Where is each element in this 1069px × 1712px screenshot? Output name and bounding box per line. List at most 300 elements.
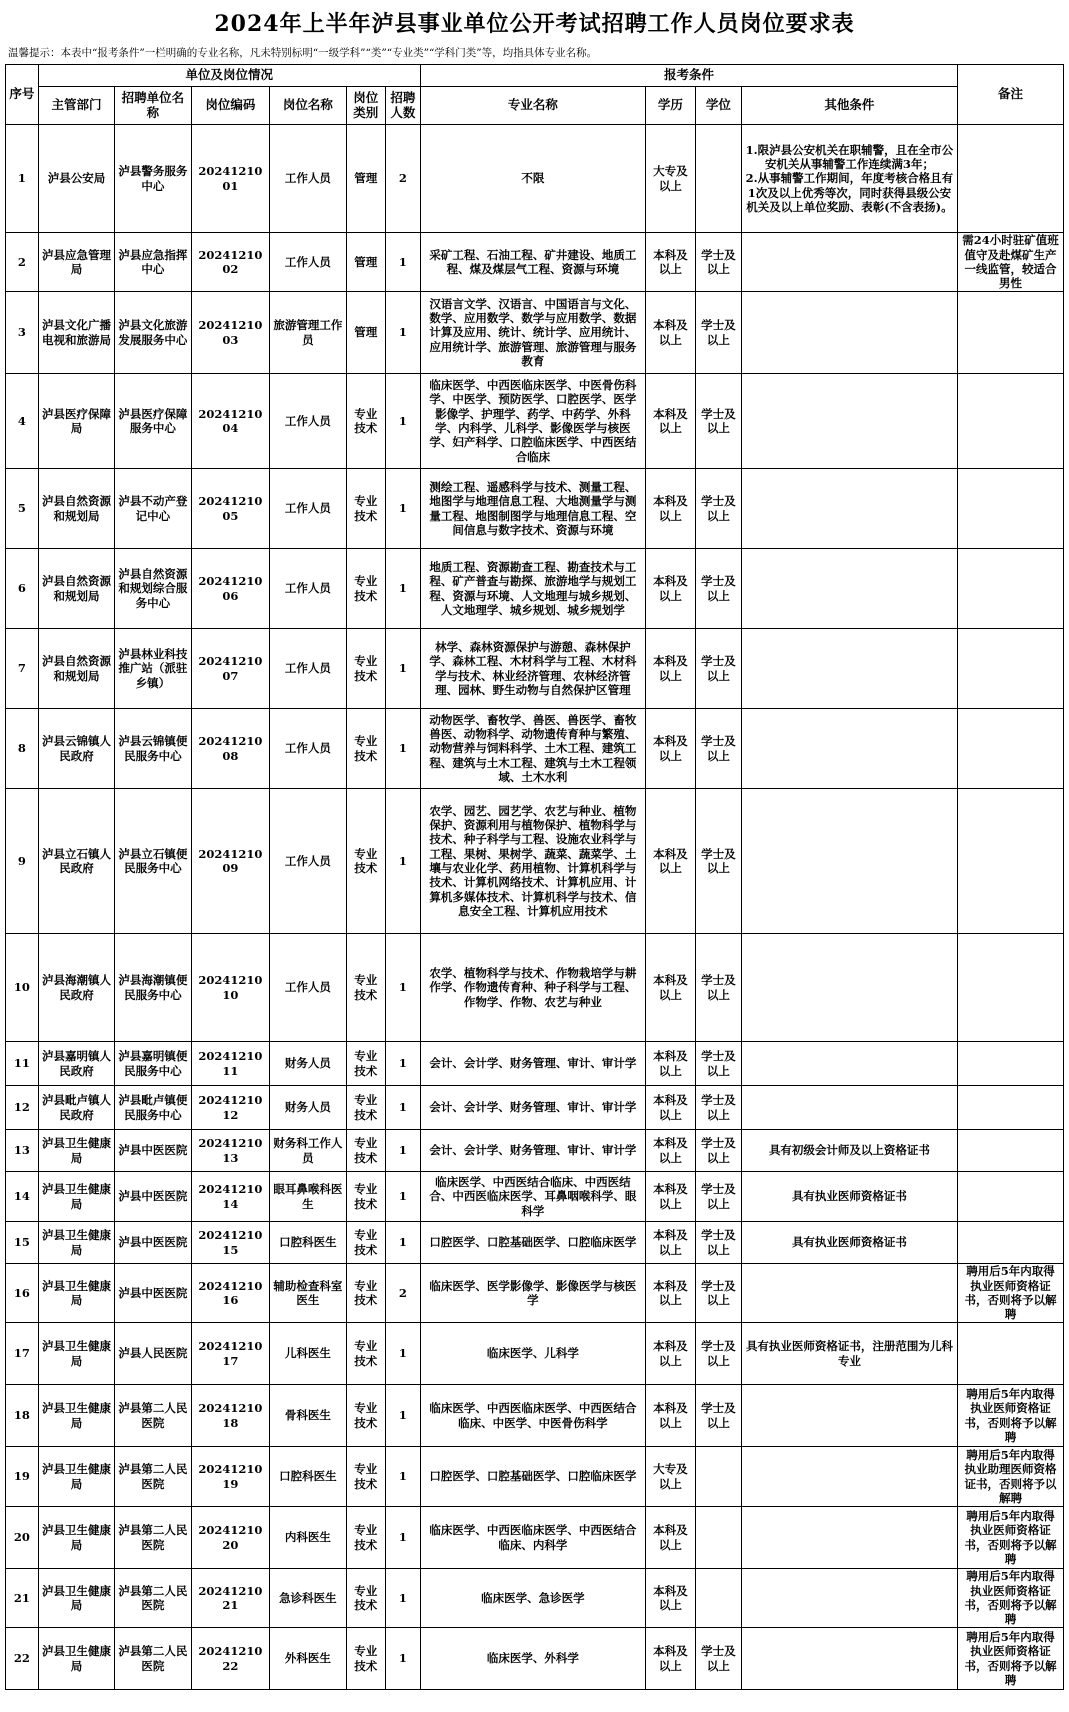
cell-post: 儿科医生 bbox=[270, 1323, 346, 1385]
cell-unit: 泸县文化旅游发展服务中心 bbox=[115, 292, 191, 374]
cell-degree: 学士及以上 bbox=[696, 469, 742, 549]
cell-degree: 学士及以上 bbox=[696, 292, 742, 374]
cell-dept: 泸县公安局 bbox=[38, 125, 114, 233]
cell-seq: 5 bbox=[6, 469, 39, 549]
table-row bbox=[6, 125, 1064, 233]
cell-unit: 泸县警务服务中心 bbox=[115, 125, 191, 233]
cell-degree: 学士及以上 bbox=[696, 1222, 742, 1264]
cell-code: 2024121017 bbox=[191, 1323, 270, 1385]
header-dept: 主管部门 bbox=[38, 87, 114, 125]
table-row bbox=[6, 1130, 1064, 1172]
cell-post: 财务科工作人员 bbox=[270, 1130, 346, 1172]
cell-major: 临床医学、中西医结合临床、中西医结合、中西医临床医学、耳鼻咽喉科学、眼科学 bbox=[420, 1172, 645, 1222]
cell-seq: 22 bbox=[6, 1628, 39, 1690]
cell-code: 2024121012 bbox=[191, 1086, 270, 1130]
cell-type: 专业技术 bbox=[346, 1507, 385, 1569]
cell-count: 1 bbox=[385, 1628, 420, 1690]
cell-dept: 泸县自然资源和规划局 bbox=[38, 549, 114, 629]
cell-dept: 泸县毗卢镇人民政府 bbox=[38, 1086, 114, 1130]
cell-seq: 17 bbox=[6, 1323, 39, 1385]
cell-count: 1 bbox=[385, 1385, 420, 1447]
cell-unit: 泸县中医医院 bbox=[115, 1172, 191, 1222]
cell-degree: 学士及以上 bbox=[696, 709, 742, 789]
cell-dept: 泸县云锦镇人民政府 bbox=[38, 709, 114, 789]
cell-seq: 20 bbox=[6, 1507, 39, 1569]
cell-other bbox=[741, 1447, 957, 1507]
cell-type: 管理 bbox=[346, 292, 385, 374]
cell-code: 2024121021 bbox=[191, 1569, 270, 1628]
cell-other: 具有执业医师资格证书 bbox=[741, 1172, 957, 1222]
cell-code: 2024121014 bbox=[191, 1172, 270, 1222]
cell-code: 2024121001 bbox=[191, 125, 270, 233]
cell-edu: 本科及以上 bbox=[645, 1569, 695, 1628]
cell-remark bbox=[958, 1086, 1064, 1130]
cell-type: 专业技术 bbox=[346, 1222, 385, 1264]
cell-major: 会计、会计学、财务管理、审计、审计学 bbox=[420, 1042, 645, 1086]
cell-major: 动物医学、畜牧学、兽医、兽医学、畜牧兽医、动物科学、动物遗传育种与繁殖、动物营养与饲料科学、土木工程、建筑工程、建筑与土木工程、建筑与土木工程领域、土木水利 bbox=[420, 709, 645, 789]
table-row bbox=[6, 549, 1064, 629]
cell-edu: 本科及以上 bbox=[645, 292, 695, 374]
cell-type: 专业技术 bbox=[346, 1042, 385, 1086]
cell-post: 财务人员 bbox=[270, 1042, 346, 1086]
cell-code: 2024121019 bbox=[191, 1447, 270, 1507]
cell-unit: 泸县第二人民医院 bbox=[115, 1569, 191, 1628]
table-header bbox=[6, 65, 1064, 125]
cell-unit: 泸县第二人民医院 bbox=[115, 1628, 191, 1690]
cell-code: 2024121010 bbox=[191, 934, 270, 1042]
table-row bbox=[6, 1385, 1064, 1447]
cell-post: 急诊科医生 bbox=[270, 1569, 346, 1628]
cell-seq: 2 bbox=[6, 233, 39, 292]
header-remark: 备注 bbox=[958, 65, 1064, 125]
cell-other bbox=[741, 469, 957, 549]
cell-seq: 21 bbox=[6, 1569, 39, 1628]
cell-unit: 泸县海潮镇便民服务中心 bbox=[115, 934, 191, 1042]
cell-count: 1 bbox=[385, 1172, 420, 1222]
cell-dept: 泸县嘉明镇人民政府 bbox=[38, 1042, 114, 1086]
cell-post: 旅游管理工作员 bbox=[270, 292, 346, 374]
cell-unit: 泸县毗卢镇便民服务中心 bbox=[115, 1086, 191, 1130]
cell-post: 骨科医生 bbox=[270, 1385, 346, 1447]
cell-unit: 泸县立石镇便民服务中心 bbox=[115, 789, 191, 934]
cell-type: 专业技术 bbox=[346, 1628, 385, 1690]
header-other: 其他条件 bbox=[741, 87, 957, 125]
cell-major: 临床医学、儿科学 bbox=[420, 1323, 645, 1385]
cell-seq: 1 bbox=[6, 125, 39, 233]
header-count: 招聘人数 bbox=[385, 87, 420, 125]
cell-degree: 学士及以上 bbox=[696, 1042, 742, 1086]
cell-code: 2024121022 bbox=[191, 1628, 270, 1690]
cell-other bbox=[741, 292, 957, 374]
cell-unit: 泸县中医医院 bbox=[115, 1130, 191, 1172]
table-row bbox=[6, 469, 1064, 549]
cell-type: 专业技术 bbox=[346, 1385, 385, 1447]
cell-remark bbox=[958, 709, 1064, 789]
cell-major: 农学、植物科学与技术、作物栽培学与耕作学、作物遗传育种、种子科学与工程、作物学、作物、农艺与种业 bbox=[420, 934, 645, 1042]
cell-post: 工作人员 bbox=[270, 709, 346, 789]
cell-degree: 学士及以上 bbox=[696, 629, 742, 709]
cell-edu: 本科及以上 bbox=[645, 1042, 695, 1086]
table-row bbox=[6, 1447, 1064, 1507]
cell-other bbox=[741, 1569, 957, 1628]
cell-count: 1 bbox=[385, 1507, 420, 1569]
cell-degree bbox=[696, 1569, 742, 1628]
cell-edu: 本科及以上 bbox=[645, 789, 695, 934]
cell-major: 林学、森林资源保护与游憩、森林保护学、森林工程、木材科学与工程、木材科学与技术、林业经济管理、农林经济管理、园林、野生动物与自然保护区管理 bbox=[420, 629, 645, 709]
cell-dept: 泸县应急管理局 bbox=[38, 233, 114, 292]
cell-count: 1 bbox=[385, 1130, 420, 1172]
cell-degree bbox=[696, 1447, 742, 1507]
cell-edu: 本科及以上 bbox=[645, 233, 695, 292]
cell-code: 2024121020 bbox=[191, 1507, 270, 1569]
cell-remark bbox=[958, 789, 1064, 934]
cell-count: 1 bbox=[385, 709, 420, 789]
cell-post: 工作人员 bbox=[270, 549, 346, 629]
cell-degree: 学士及以上 bbox=[696, 549, 742, 629]
cell-remark: 聘用后5年内取得执业助理医师资格证书，否则将予以解聘 bbox=[958, 1447, 1064, 1507]
cell-dept: 泸县卫生健康局 bbox=[38, 1323, 114, 1385]
cell-edu: 本科及以上 bbox=[645, 1628, 695, 1690]
cell-dept: 泸县文化广播电视和旅游局 bbox=[38, 292, 114, 374]
cell-edu: 本科及以上 bbox=[645, 1323, 695, 1385]
cell-unit: 泸县林业科技推广站（派驻乡镇） bbox=[115, 629, 191, 709]
table-row bbox=[6, 1569, 1064, 1628]
cell-post: 工作人员 bbox=[270, 629, 346, 709]
cell-code: 2024121011 bbox=[191, 1042, 270, 1086]
job-requirements-table bbox=[5, 64, 1064, 1690]
cell-count: 1 bbox=[385, 789, 420, 934]
cell-type: 专业技术 bbox=[346, 1172, 385, 1222]
cell-type: 专业技术 bbox=[346, 1086, 385, 1130]
table-row bbox=[6, 1086, 1064, 1130]
cell-type: 专业技术 bbox=[346, 469, 385, 549]
cell-edu: 本科及以上 bbox=[645, 1264, 695, 1323]
table-row bbox=[6, 1042, 1064, 1086]
cell-seq: 16 bbox=[6, 1264, 39, 1323]
cell-edu: 本科及以上 bbox=[645, 1130, 695, 1172]
header-degree: 学位 bbox=[696, 87, 742, 125]
cell-type: 专业技术 bbox=[346, 1130, 385, 1172]
cell-remark bbox=[958, 1323, 1064, 1385]
cell-degree: 学士及以上 bbox=[696, 1172, 742, 1222]
cell-dept: 泸县卫生健康局 bbox=[38, 1628, 114, 1690]
cell-major: 采矿工程、石油工程、矿井建设、地质工程、煤及煤层气工程、资源与环境 bbox=[420, 233, 645, 292]
cell-post: 工作人员 bbox=[270, 125, 346, 233]
cell-unit: 泸县不动产登记中心 bbox=[115, 469, 191, 549]
cell-remark: 需24小时驻矿值班值守及赴煤矿生产一线监管，较适合男性 bbox=[958, 233, 1064, 292]
cell-major: 临床医学、中西医临床医学、中西医结合临床、中医学、中医骨伤科学 bbox=[420, 1385, 645, 1447]
cell-edu: 本科及以上 bbox=[645, 469, 695, 549]
cell-edu: 本科及以上 bbox=[645, 374, 695, 469]
header-post: 岗位名称 bbox=[270, 87, 346, 125]
cell-dept: 泸县卫生健康局 bbox=[38, 1447, 114, 1507]
cell-code: 2024121006 bbox=[191, 549, 270, 629]
cell-type: 专业技术 bbox=[346, 709, 385, 789]
cell-dept: 泸县卫生健康局 bbox=[38, 1264, 114, 1323]
header-edu: 学历 bbox=[645, 87, 695, 125]
cell-code: 2024121007 bbox=[191, 629, 270, 709]
cell-remark bbox=[958, 374, 1064, 469]
cell-other: 具有初级会计师及以上资格证书 bbox=[741, 1130, 957, 1172]
cell-other bbox=[741, 549, 957, 629]
cell-other bbox=[741, 1264, 957, 1323]
cell-code: 2024121004 bbox=[191, 374, 270, 469]
cell-code: 2024121003 bbox=[191, 292, 270, 374]
cell-edu: 本科及以上 bbox=[645, 629, 695, 709]
table-row bbox=[6, 1507, 1064, 1569]
cell-post: 工作人员 bbox=[270, 934, 346, 1042]
cell-count: 2 bbox=[385, 125, 420, 233]
cell-type: 专业技术 bbox=[346, 1323, 385, 1385]
cell-unit: 泸县嘉明镇便民服务中心 bbox=[115, 1042, 191, 1086]
cell-remark bbox=[958, 1042, 1064, 1086]
header-code: 岗位编码 bbox=[191, 87, 270, 125]
cell-edu: 大专及以上 bbox=[645, 125, 695, 233]
cell-degree bbox=[696, 1507, 742, 1569]
hint-note: 温馨提示：本表中“报考条件”一栏明确的专业名称，凡未特别标明“一级学科”“类”“专业类”“学科门类”等，均指具体专业名称。 bbox=[8, 47, 598, 59]
cell-seq: 13 bbox=[6, 1130, 39, 1172]
cell-degree: 学士及以上 bbox=[696, 1130, 742, 1172]
cell-edu: 本科及以上 bbox=[645, 1172, 695, 1222]
cell-remark bbox=[958, 125, 1064, 233]
cell-dept: 泸县卫生健康局 bbox=[38, 1222, 114, 1264]
cell-degree: 学士及以上 bbox=[696, 233, 742, 292]
cell-other bbox=[741, 1628, 957, 1690]
header-unit: 招聘单位名称 bbox=[115, 87, 191, 125]
cell-edu: 本科及以上 bbox=[645, 549, 695, 629]
cell-seq: 11 bbox=[6, 1042, 39, 1086]
table-row bbox=[6, 789, 1064, 934]
cell-unit: 泸县医疗保障服务中心 bbox=[115, 374, 191, 469]
cell-code: 2024121016 bbox=[191, 1264, 270, 1323]
cell-remark bbox=[958, 549, 1064, 629]
cell-seq: 14 bbox=[6, 1172, 39, 1222]
cell-edu: 本科及以上 bbox=[645, 709, 695, 789]
table-row bbox=[6, 1323, 1064, 1385]
cell-edu: 大专及以上 bbox=[645, 1447, 695, 1507]
cell-other bbox=[741, 374, 957, 469]
cell-seq: 19 bbox=[6, 1447, 39, 1507]
cell-seq: 18 bbox=[6, 1385, 39, 1447]
cell-remark: 聘用后5年内取得执业医师资格证书，否则将予以解聘 bbox=[958, 1628, 1064, 1690]
cell-unit: 泸县自然资源和规划综合服务中心 bbox=[115, 549, 191, 629]
cell-count: 1 bbox=[385, 374, 420, 469]
cell-unit: 泸县人民医院 bbox=[115, 1323, 191, 1385]
cell-unit: 泸县中医医院 bbox=[115, 1264, 191, 1323]
cell-other bbox=[741, 709, 957, 789]
cell-seq: 12 bbox=[6, 1086, 39, 1130]
table-row bbox=[6, 1628, 1064, 1690]
cell-post: 工作人员 bbox=[270, 374, 346, 469]
cell-degree: 学士及以上 bbox=[696, 1385, 742, 1447]
cell-count: 1 bbox=[385, 1222, 420, 1264]
cell-unit: 泸县云锦镇便民服务中心 bbox=[115, 709, 191, 789]
cell-type: 专业技术 bbox=[346, 1264, 385, 1323]
cell-other bbox=[741, 1042, 957, 1086]
cell-other: 具有执业医师资格证书，注册范围为儿科专业 bbox=[741, 1323, 957, 1385]
cell-remark: 聘用后5年内取得执业医师资格证书，否则将予以解聘 bbox=[958, 1569, 1064, 1628]
cell-degree: 学士及以上 bbox=[696, 789, 742, 934]
cell-edu: 本科及以上 bbox=[645, 1086, 695, 1130]
table-row bbox=[6, 709, 1064, 789]
cell-seq: 10 bbox=[6, 934, 39, 1042]
cell-dept: 泸县卫生健康局 bbox=[38, 1507, 114, 1569]
table-row bbox=[6, 1222, 1064, 1264]
cell-major: 临床医学、外科学 bbox=[420, 1628, 645, 1690]
cell-other bbox=[741, 1385, 957, 1447]
cell-code: 2024121008 bbox=[191, 709, 270, 789]
header-seq: 序号 bbox=[6, 65, 39, 125]
cell-count: 1 bbox=[385, 1447, 420, 1507]
cell-code: 2024121005 bbox=[191, 469, 270, 549]
cell-remark bbox=[958, 469, 1064, 549]
cell-edu: 本科及以上 bbox=[645, 1507, 695, 1569]
cell-remark bbox=[958, 1222, 1064, 1264]
cell-other bbox=[741, 789, 957, 934]
cell-dept: 泸县自然资源和规划局 bbox=[38, 629, 114, 709]
cell-unit: 泸县第二人民医院 bbox=[115, 1385, 191, 1447]
cell-major: 汉语言文学、汉语言、中国语言与文化、数学、应用数学、数学与应用数学、数据计算及应用、统计、统计学、应用统计、应用统计学、旅游管理、旅游管理与服务教育 bbox=[420, 292, 645, 374]
cell-degree: 学士及以上 bbox=[696, 1323, 742, 1385]
cell-code: 2024121009 bbox=[191, 789, 270, 934]
cell-degree: 学士及以上 bbox=[696, 1264, 742, 1323]
cell-type: 专业技术 bbox=[346, 1447, 385, 1507]
cell-post: 工作人员 bbox=[270, 469, 346, 549]
cell-type: 专业技术 bbox=[346, 374, 385, 469]
cell-remark bbox=[958, 629, 1064, 709]
header-major: 专业名称 bbox=[420, 87, 645, 125]
cell-type: 管理 bbox=[346, 233, 385, 292]
cell-type: 管理 bbox=[346, 125, 385, 233]
cell-edu: 本科及以上 bbox=[645, 934, 695, 1042]
cell-dept: 泸县卫生健康局 bbox=[38, 1130, 114, 1172]
cell-type: 专业技术 bbox=[346, 934, 385, 1042]
page-title: 2024年上半年泸县事业单位公开考试招聘工作人员岗位要求表 bbox=[214, 11, 855, 37]
cell-code: 2024121002 bbox=[191, 233, 270, 292]
cell-dept: 泸县自然资源和规划局 bbox=[38, 469, 114, 549]
cell-remark: 聘用后5年内取得执业医师资格证书，否则将予以解聘 bbox=[958, 1385, 1064, 1447]
cell-seq: 15 bbox=[6, 1222, 39, 1264]
cell-remark: 聘用后5年内取得执业医师资格证书，否则将予以解聘 bbox=[958, 1264, 1064, 1323]
cell-code: 2024121018 bbox=[191, 1385, 270, 1447]
table-row bbox=[6, 1264, 1064, 1323]
cell-dept: 泸县医疗保障局 bbox=[38, 374, 114, 469]
cell-other: 1.限泸县公安机关在职辅警，且在全市公安机关从事辅警工作连续满3年； 2.从事辅警工作期间，年度考核合格且有1次及以上优秀等次，同时获得县级公安机关及以上单位奖励、表彰(不含表扬)。 bbox=[741, 125, 957, 233]
cell-count: 1 bbox=[385, 1323, 420, 1385]
cell-other bbox=[741, 1507, 957, 1569]
cell-degree: 学士及以上 bbox=[696, 374, 742, 469]
cell-seq: 7 bbox=[6, 629, 39, 709]
cell-remark bbox=[958, 1172, 1064, 1222]
cell-type: 专业技术 bbox=[346, 789, 385, 934]
cell-degree: 学士及以上 bbox=[696, 1628, 742, 1690]
cell-remark bbox=[958, 1130, 1064, 1172]
table-row bbox=[6, 292, 1064, 374]
cell-dept: 泸县卫生健康局 bbox=[38, 1385, 114, 1447]
cell-type: 专业技术 bbox=[346, 1569, 385, 1628]
table-row bbox=[6, 1172, 1064, 1222]
cell-other bbox=[741, 233, 957, 292]
cell-dept: 泸县立石镇人民政府 bbox=[38, 789, 114, 934]
cell-remark bbox=[958, 292, 1064, 374]
cell-count: 1 bbox=[385, 1569, 420, 1628]
cell-post: 工作人员 bbox=[270, 789, 346, 934]
cell-other bbox=[741, 629, 957, 709]
cell-seq: 4 bbox=[6, 374, 39, 469]
header-type: 岗位类别 bbox=[346, 87, 385, 125]
cell-count: 1 bbox=[385, 1086, 420, 1130]
cell-major: 口腔医学、口腔基础医学、口腔临床医学 bbox=[420, 1447, 645, 1507]
header-group-requirements: 报考条件 bbox=[420, 65, 957, 87]
cell-seq: 6 bbox=[6, 549, 39, 629]
cell-count: 1 bbox=[385, 233, 420, 292]
cell-count: 1 bbox=[385, 549, 420, 629]
cell-post: 财务人员 bbox=[270, 1086, 346, 1130]
cell-unit: 泸县中医医院 bbox=[115, 1222, 191, 1264]
cell-other: 具有执业医师资格证书 bbox=[741, 1222, 957, 1264]
table-row bbox=[6, 374, 1064, 469]
cell-degree bbox=[696, 125, 742, 233]
cell-seq: 9 bbox=[6, 789, 39, 934]
cell-remark bbox=[958, 934, 1064, 1042]
cell-major: 临床医学、医学影像学、影像医学与核医学 bbox=[420, 1264, 645, 1323]
table-row bbox=[6, 934, 1064, 1042]
cell-other bbox=[741, 1086, 957, 1130]
cell-post: 工作人员 bbox=[270, 233, 346, 292]
cell-count: 1 bbox=[385, 292, 420, 374]
cell-edu: 本科及以上 bbox=[645, 1222, 695, 1264]
cell-count: 2 bbox=[385, 1264, 420, 1323]
cell-count: 1 bbox=[385, 934, 420, 1042]
cell-count: 1 bbox=[385, 629, 420, 709]
cell-other bbox=[741, 934, 957, 1042]
cell-remark: 聘用后5年内取得执业医师资格证书，否则将予以解聘 bbox=[958, 1507, 1064, 1569]
cell-unit: 泸县第二人民医院 bbox=[115, 1447, 191, 1507]
cell-major: 临床医学、中西医临床医学、中医骨伤科学、中医学、预防医学、口腔医学、医学影像学、护理学、药学、中药学、外科学、内科学、儿科学、影像医学与核医学、妇产科学、口腔临床医学、中西医结合临床 bbox=[420, 374, 645, 469]
cell-post: 辅助检查科室医生 bbox=[270, 1264, 346, 1323]
cell-major: 临床医学、急诊医学 bbox=[420, 1569, 645, 1628]
cell-major: 会计、会计学、财务管理、审计、审计学 bbox=[420, 1086, 645, 1130]
cell-degree: 学士及以上 bbox=[696, 934, 742, 1042]
cell-seq: 3 bbox=[6, 292, 39, 374]
cell-major: 测绘工程、遥感科学与技术、测量工程、地图学与地理信息工程、大地测量学与测量工程、地图制图学与地理信息工程、空间信息与数字技术、资源与环境 bbox=[420, 469, 645, 549]
cell-dept: 泸县卫生健康局 bbox=[38, 1569, 114, 1628]
cell-major: 不限 bbox=[420, 125, 645, 233]
cell-major: 农学、园艺、园艺学、农艺与种业、植物保护、资源利用与植物保护、植物科学与技术、种子科学与工程、设施农业科学与工程、果树、果树学、蔬菜、蔬菜学、土壤与农业化学、药用植物、计算机科学与技术、计算机网络技术、计算机应用、计算机多媒体技术、计算机科学与技术、信息安全工程、计算机应用技术 bbox=[420, 789, 645, 934]
cell-major: 临床医学、中西医临床医学、中西医结合临床、内科学 bbox=[420, 1507, 645, 1569]
cell-post: 外科医生 bbox=[270, 1628, 346, 1690]
cell-unit: 泸县第二人民医院 bbox=[115, 1507, 191, 1569]
cell-major: 会计、会计学、财务管理、审计、审计学 bbox=[420, 1130, 645, 1172]
cell-code: 2024121013 bbox=[191, 1130, 270, 1172]
cell-count: 1 bbox=[385, 1042, 420, 1086]
cell-count: 1 bbox=[385, 469, 420, 549]
header-group-unit: 单位及岗位情况 bbox=[38, 65, 420, 87]
cell-major: 口腔医学、口腔基础医学、口腔临床医学 bbox=[420, 1222, 645, 1264]
table-row bbox=[6, 233, 1064, 292]
cell-post: 眼耳鼻喉科医生 bbox=[270, 1172, 346, 1222]
cell-type: 专业技术 bbox=[346, 629, 385, 709]
cell-type: 专业技术 bbox=[346, 549, 385, 629]
cell-code: 2024121015 bbox=[191, 1222, 270, 1264]
cell-unit: 泸县应急指挥中心 bbox=[115, 233, 191, 292]
table-row bbox=[6, 629, 1064, 709]
cell-post: 内科医生 bbox=[270, 1507, 346, 1569]
cell-dept: 泸县海潮镇人民政府 bbox=[38, 934, 114, 1042]
cell-edu: 本科及以上 bbox=[645, 1385, 695, 1447]
cell-seq: 8 bbox=[6, 709, 39, 789]
table-body bbox=[6, 125, 1064, 1690]
